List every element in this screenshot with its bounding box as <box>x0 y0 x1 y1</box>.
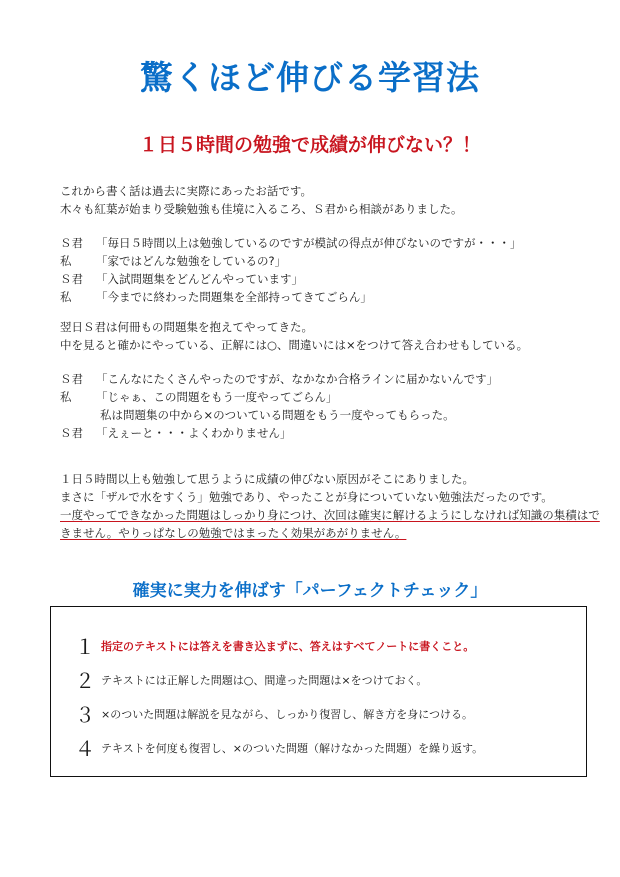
text-line: これから書く話は過去に実際にあったお話です。 <box>60 184 312 198</box>
checklist-item <box>75 699 473 728</box>
utterance: 「今までに終わった問題集を全部持ってきてごらん」 <box>96 290 372 304</box>
utterance: 「じゃぁ、この問題をもう一度やってごらん」 <box>96 390 338 404</box>
checklist-box <box>50 606 587 777</box>
item-number: ４ <box>75 737 95 761</box>
utterance: 「家ではどんな勉強をしているの?」 <box>96 254 287 268</box>
conclusion-paragraph <box>60 470 600 542</box>
narration-line <box>60 406 498 424</box>
dialog-line <box>60 370 498 388</box>
paragraph-2 <box>60 318 528 354</box>
page-title: 驚くほど伸びる学習法 <box>140 58 480 97</box>
checklist-item <box>75 665 427 694</box>
utterance: 「入試問題集をどんどんやっています」 <box>96 272 303 286</box>
dialog-line <box>60 288 522 306</box>
speaker: Ｓ君 <box>60 272 83 286</box>
item-number: １ <box>75 635 95 659</box>
item-number: ２ <box>75 669 95 693</box>
utterance: 「えぇーと・・・よくわかりません」 <box>96 426 292 440</box>
speaker: Ｓ君 <box>60 426 83 440</box>
text-line: 翌日Ｓ君は何冊もの問題集を抱えてやってきた。 <box>60 320 313 334</box>
dialog-block-2 <box>60 370 498 442</box>
dialog-line <box>60 270 522 288</box>
text-line: 木々も紅葉が始まり受験勉強も佳境に入るころ、Ｓ君から相談がありました。 <box>60 202 463 216</box>
intro-paragraph <box>60 182 463 218</box>
speaker: 私 <box>60 254 72 268</box>
dialog-block-1 <box>60 234 522 306</box>
speaker: 私 <box>60 390 72 404</box>
speaker: 私 <box>60 290 72 304</box>
text-line: 中を見ると確かにやっている、正解には○、間違いには×をつけて答え合わせもしている。 <box>60 338 529 352</box>
text-line: １日５時間以上も勉強して思うように成績の伸びない原因がそこにありました。 <box>60 472 474 486</box>
item-number: ３ <box>75 703 95 727</box>
utterance: 「毎日５時間以上は勉強しているのですが模試の得点が伸びないのですが・・・」 <box>96 236 522 250</box>
dialog-line <box>60 388 498 406</box>
speaker: Ｓ君 <box>60 372 83 386</box>
speaker: Ｓ君 <box>60 236 83 250</box>
utterance: 「こんなにたくさんやったのですが、なかなか合格ラインに届かないんです」 <box>96 372 499 386</box>
item-text: 指定のテキストには答えを書き込まずに、答えはすべてノートに書くこと。 <box>101 639 475 653</box>
section-title: 確実に実力を伸ばす「パーフェクトチェック」 <box>132 581 488 601</box>
checklist-item <box>75 733 483 762</box>
item-text: ×のついた問題は解説を見ながら、しっかり復習し、解き方を身につける。 <box>101 707 473 721</box>
underlined-line: きません。やりっぱなしの勉強ではまったく効果があがりません。 <box>60 526 407 540</box>
narration: 私は問題集の中から×のついている問題をもう一度やってもらった。 <box>100 408 455 422</box>
dialog-line <box>60 424 498 442</box>
dialog-line <box>60 234 522 252</box>
underlined-line: 一度やってできなかった問題はしっかり身につけ、次回は確実に解けるようにしなければ知識の集積はで <box>60 508 600 522</box>
checklist-item <box>75 631 474 660</box>
page-subtitle: １日５時間の勉強で成績が伸びない？！ <box>138 134 481 156</box>
dialog-line <box>60 252 522 270</box>
text-line: まさに「ザルで水をすくう」勉強であり、やったことが身についていない勉強法だったのです。 <box>60 490 553 504</box>
item-text: テキストを何度も復習し、×のついた問題（解けなかった問題）を繰り返す。 <box>101 741 484 755</box>
item-text: テキストには正解した問題は○、間違った問題は×をつけておく。 <box>101 673 428 687</box>
